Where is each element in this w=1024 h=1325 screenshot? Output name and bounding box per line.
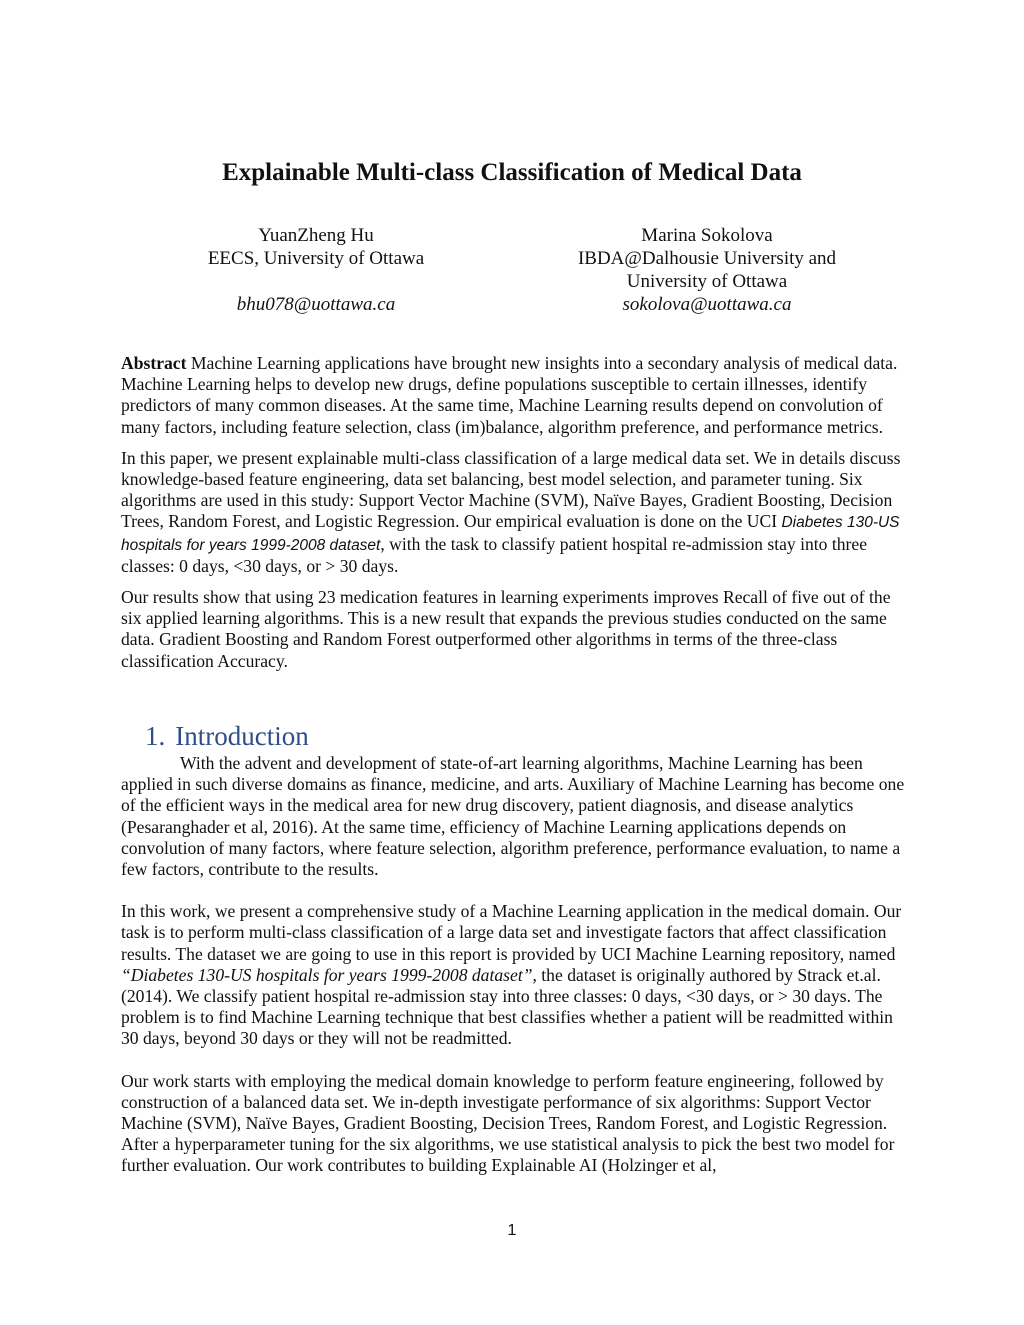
introduction-section bbox=[121, 753, 911, 1177]
abstract-text: , with the task to classify patient hospital re-admission stay into three classes: 0 days, <30 days, or > 30 days. bbox=[121, 533, 868, 576]
author-affiliation: University of Ottawa bbox=[626, 271, 788, 292]
intro-text: , the dataset is originally authored by Strack et.al. (2014). We classify patient hospital re-admission stay into three classes: 0 days, <30 days, or > 30 days. The problem is to find Machine Learning technique that best classifies whether a patient will be readmitted within 30 days, beyond 30 days or they will not be readmitted. bbox=[121, 964, 893, 1049]
dataset-name: Diabetes 130-US hospitals for years 1999-2008 dataset bbox=[121, 514, 900, 554]
author-email: sokolova@uottawa.ca bbox=[622, 294, 792, 315]
dataset-name: “Diabetes 130-US hospitals for years 1999-2008 dataset” bbox=[121, 964, 533, 985]
abstract-text: Machine Learning applications have brought new insights into a secondary analysis of medical data. Machine Learning helps to develop new drugs, define populations susceptible to certain illnesses, identify predictors of many common diseases. At the same time, Machine Learning results depend on convolution of many factors, including feature selection, class (im)balance, algorithm preference, and performance metrics. bbox=[121, 353, 898, 437]
section-heading-introduction bbox=[145, 719, 309, 753]
intro-paragraph-2 bbox=[121, 901, 911, 1049]
author-affiliation: EECS, University of Ottawa bbox=[207, 248, 425, 269]
section-title: Introduction bbox=[175, 721, 309, 751]
abstract-label: Abstract bbox=[121, 353, 187, 373]
author-block-1 bbox=[136, 224, 496, 316]
intro-text: In this work, we present a comprehensive study of a Machine Learning application in the medical domain. Our task is to perform multi-class classification of a large data set and investigate factors that affect classification results. The dataset we are going to use in this report is provided by UCI Machine Learning repository, named bbox=[121, 901, 902, 964]
author-block-2 bbox=[527, 224, 887, 316]
author-name: Marina Sokolova bbox=[641, 225, 773, 246]
author-email: bhu078@uottawa.ca bbox=[236, 294, 396, 315]
section-number: 1. bbox=[145, 721, 166, 751]
intro-paragraph-1: With the advent and development of state-of-art learning algorithms, Machine Learning has been applied in such diverse domains as finance, medicine, and arts. Auxiliary of Machine Learning has become one of the efficient ways in the medical area for new drug discovery, patient diagnosis, and disease analytics (Pesaranghader et al, 2016). At the same time, efficiency of Machine Learning applications depends on convolution of many factors, where feature selection, algorithm preference, performance evaluation, to name a few factors, contribute to the results. bbox=[121, 753, 905, 880]
intro-paragraph-3: Our work starts with employing the medical domain knowledge to perform feature engineering, followed by construction of a balanced data set. We in-depth investigate performance of six algorithms: Support Vector Machine (SVM), Naïve Bayes, Gradient Boosting, Decision Trees, Random Forest, and Logistic Regression. After a hyperparameter tuning for the six algorithms, we use statistical analysis to pick the best two model for further evaluation. Our work contributes to building Explainable AI (Holzinger et al, bbox=[121, 1070, 895, 1176]
author-name: YuanZheng Hu bbox=[258, 225, 374, 246]
abstract-paragraph-2 bbox=[121, 448, 911, 577]
author-affiliation: IBDA@Dalhousie University and bbox=[577, 248, 837, 269]
abstract-text: In this paper, we present explainable multi-class classification of a large medical data set. We in details discuss knowledge-based feature engineering, data set balancing, best model selection, and parameter tuning. Six algorithms are used in this study: Support Vector Machine (SVM), Naïve Bayes, Gradient Boosting, Decision Trees, Random Forest, and Logistic Regression. Our empirical evaluation is done on the UCI bbox=[121, 447, 901, 532]
abstract-paragraph-1 bbox=[121, 353, 911, 438]
abstract-paragraph-3: Our results show that using 23 medication features in learning experiments improves Recall of five out of the six applied learning algorithms. This is a new result that expands the previous studies conducted on the same data. Gradient Boosting and Random Forest outperformed other algorithms in terms of the three-class classification Accuracy. bbox=[121, 587, 891, 671]
paper-title: Explainable Multi-class Classification of Medical Data bbox=[222, 159, 802, 186]
abstract-section bbox=[121, 353, 911, 672]
page-number: 1 bbox=[507, 1222, 517, 1239]
